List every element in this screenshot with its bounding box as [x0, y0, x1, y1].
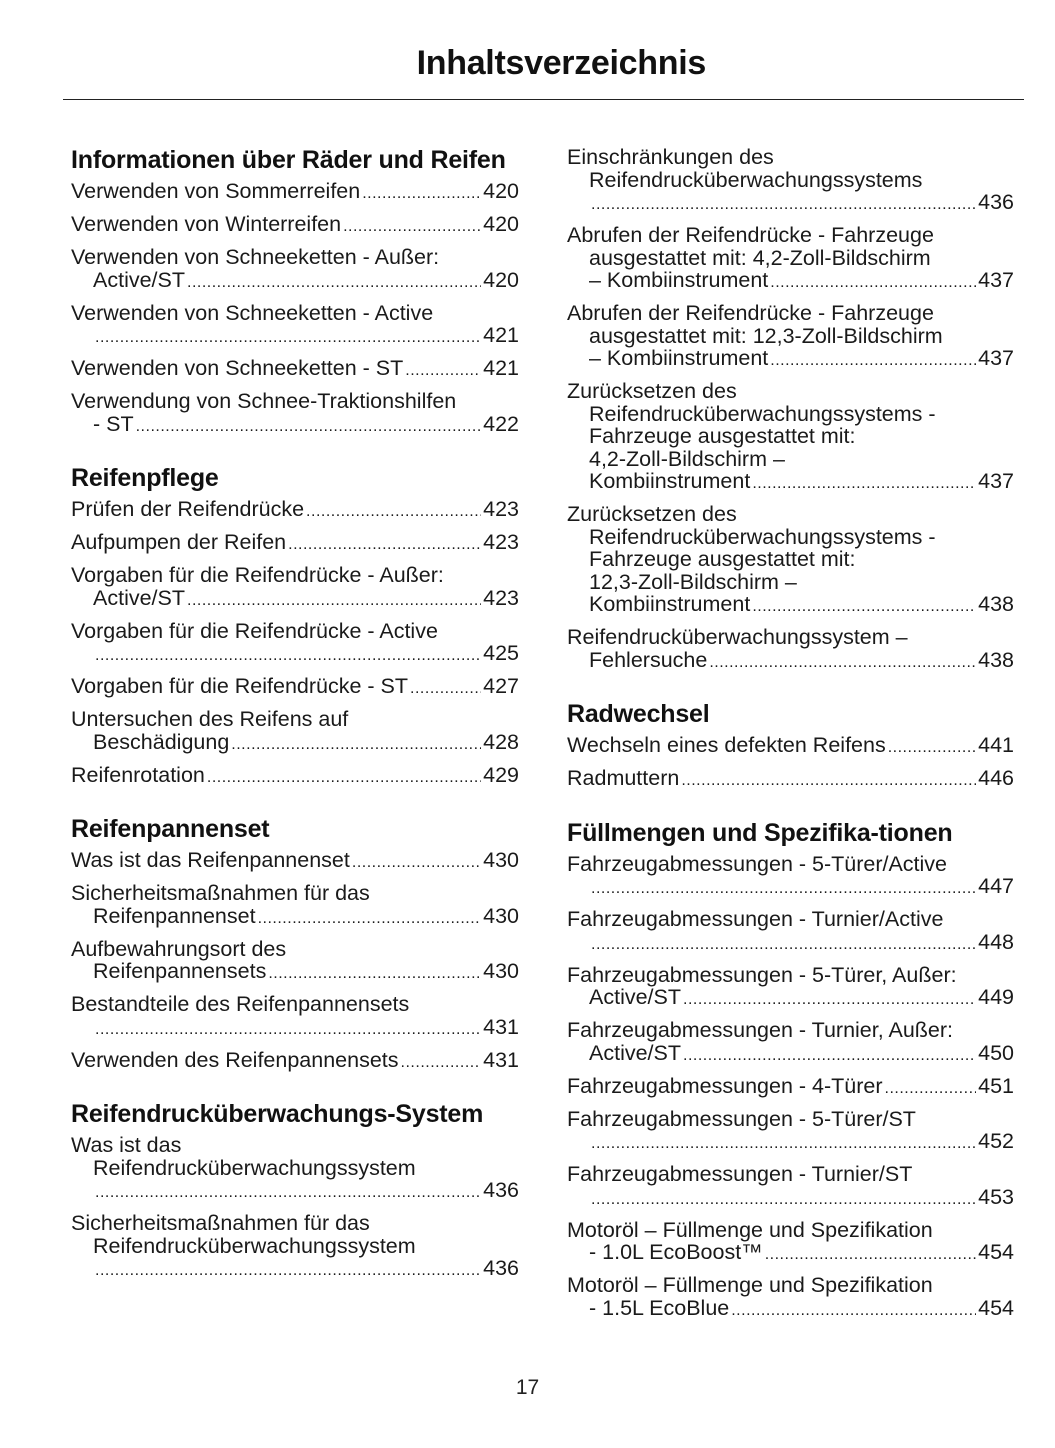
entry-page-number: 454	[978, 1240, 1014, 1264]
entry-text-line: Was ist das	[71, 1133, 182, 1157]
dot-leader	[362, 183, 481, 206]
dot-leader	[731, 1300, 976, 1323]
toc-entry[interactable]	[71, 302, 519, 350]
dot-leader	[401, 1052, 482, 1075]
entry-page-number: 430	[483, 959, 519, 983]
dot-leader	[306, 501, 481, 524]
toc-entry[interactable]	[567, 964, 1014, 1012]
toc-entry[interactable]	[71, 764, 519, 790]
entry-text-line: Beschädigung	[93, 729, 230, 754]
toc-section	[71, 464, 519, 789]
entry-page-number: 422	[483, 411, 519, 436]
toc-entry[interactable]	[71, 993, 519, 1041]
entry-text-line: Abrufen der Reifendrücke - Fahrzeuge	[567, 301, 934, 325]
entry-page-number: 430	[483, 848, 519, 872]
entry-text-line: Reifendrucküberwachungssystem –	[567, 625, 908, 649]
toc-entry[interactable]	[71, 675, 519, 701]
entry-text-line: Reifendrucküberwachungssystem	[93, 1233, 416, 1258]
toc-section	[71, 815, 519, 1074]
dot-leader	[765, 1244, 976, 1267]
entry-page-number: 449	[978, 985, 1014, 1009]
toc-entry[interactable]	[567, 1075, 1014, 1101]
toc-entry[interactable]	[71, 564, 519, 612]
entry-text-line: Fahrzeugabmessungen - 4-Türer	[567, 1073, 883, 1098]
dot-leader	[683, 989, 976, 1012]
entry-text-line: Reifendrucküberwachungssystems -	[589, 401, 936, 426]
dot-leader	[187, 590, 481, 613]
entry-text-line: Verwenden von Schneeketten - Außer:	[71, 245, 440, 269]
entry-text-line: Was ist das Reifenpannenset	[71, 848, 350, 872]
entry-page-number: 451	[978, 1073, 1014, 1098]
section-heading: Informationen über Räder und Reifen	[71, 146, 506, 174]
entry-text-line: Reifendrucküberwachungssystems	[589, 167, 923, 192]
toc-section	[567, 146, 1014, 674]
entry-text-line: Verwenden von Winterreifen	[71, 212, 342, 236]
entry-text-line: ausgestattet mit: 4,2-Zoll-Bildschirm	[589, 245, 931, 270]
entry-text-line: Vorgaben für die Reifendrücke - Außer:	[71, 563, 444, 587]
entry-text-line: Fahrzeugabmessungen - Turnier/ST	[567, 1162, 913, 1186]
toc-entry[interactable]	[71, 849, 519, 875]
dot-leader	[288, 534, 481, 557]
entry-text-line: Aufbewahrungsort des	[71, 936, 287, 961]
toc-entry[interactable]	[567, 1019, 1014, 1067]
entry-text-line: Fahrzeugabmessungen - Turnier, Außer:	[567, 1018, 954, 1042]
dot-leader	[95, 1260, 481, 1283]
entry-page-number: 431	[483, 1047, 519, 1072]
entry-text-line: Bestandteile des Reifenpannensets	[71, 992, 410, 1016]
entry-text-line: Fahrzeuge ausgestattet mit:	[589, 547, 856, 571]
toc-section	[567, 819, 1014, 1323]
entry-text-line: ausgestattet mit: 12,3-Zoll-Bildschirm	[589, 323, 943, 348]
entry-text-line: Fahrzeugabmessungen - Turnier/Active	[567, 907, 944, 931]
dot-leader	[591, 878, 976, 901]
entry-page-number: 431	[483, 1014, 519, 1039]
entry-text-line: Wechseln eines defekten Reifens	[567, 733, 886, 757]
title-divider	[63, 99, 1024, 100]
entry-text-line: – Kombiinstrument	[589, 268, 769, 292]
entry-page-number: 429	[483, 762, 519, 787]
toc-entry[interactable]	[71, 708, 519, 756]
dot-leader	[95, 1182, 481, 1205]
page-number: 17	[515, 1376, 540, 1399]
entry-page-number: 436	[483, 1256, 519, 1280]
toc-entry[interactable]	[71, 531, 519, 557]
entry-text-line: 12,3-Zoll-Bildschirm –	[589, 569, 797, 594]
section-heading: Reifenpflege	[71, 464, 219, 492]
entry-page-number: 436	[483, 1178, 519, 1202]
entry-text-line: Prüfen der Reifendrücke	[71, 497, 305, 521]
toc-entry[interactable]	[567, 1163, 1014, 1211]
entry-text-line: Fahrzeugabmessungen - 5-Türer, Außer:	[567, 962, 957, 987]
entry-page-number: 423	[483, 497, 519, 521]
dot-leader	[770, 350, 976, 373]
toc-entry[interactable]	[71, 357, 519, 383]
entry-text-line: Untersuchen des Reifens auf	[71, 707, 349, 731]
entry-page-number: 454	[978, 1295, 1014, 1320]
entry-text-line: Verwenden des Reifenpannensets	[71, 1047, 399, 1072]
entry-text-line: Reifenpannensets	[93, 959, 267, 983]
dot-leader	[770, 272, 976, 295]
entry-page-number: 423	[483, 585, 519, 610]
dot-leader	[683, 1045, 976, 1068]
entry-text-line: Verwendung von Schnee-Traktionshilfen	[71, 389, 457, 413]
entry-text-line: Fahrzeugabmessungen - 5-Türer/Active	[567, 851, 948, 876]
entry-text-line: Motoröl – Füllmenge und Spezifikation	[567, 1217, 933, 1242]
entry-text-line: Reifenpannenset	[93, 903, 256, 928]
entry-text-line: Zurücksetzen des	[567, 502, 737, 526]
toc-entry[interactable]	[567, 146, 1014, 217]
dot-leader	[343, 216, 481, 239]
entry-page-number: 420	[483, 267, 519, 292]
entry-text-line: Verwenden von Schneeketten - Active	[71, 300, 434, 325]
entry-page-number: 427	[483, 674, 519, 698]
entry-page-number: 441	[978, 733, 1014, 757]
dot-leader	[405, 360, 481, 383]
section-heading: Radwechsel	[567, 700, 710, 728]
toc-entry[interactable]	[567, 380, 1014, 496]
page-title: Inhaltsverzeichnis	[416, 44, 706, 82]
entry-page-number: 436	[978, 190, 1014, 214]
section-heading: Füllmengen und Spezifika-tionen	[567, 818, 953, 847]
entry-page-number: 447	[978, 874, 1014, 898]
dot-leader	[752, 473, 976, 496]
entry-text-line: Radmuttern	[567, 766, 680, 790]
dot-leader	[207, 767, 481, 790]
dot-leader	[95, 1019, 481, 1042]
toc-entry[interactable]	[567, 626, 1014, 674]
toc-entry[interactable]	[567, 1274, 1014, 1322]
toc-entry[interactable]	[71, 1134, 519, 1205]
dot-leader	[231, 734, 481, 757]
dot-leader	[885, 1078, 977, 1101]
toc-entry[interactable]	[567, 767, 1014, 793]
toc-entry[interactable]	[567, 908, 1014, 956]
entry-page-number: 437	[978, 346, 1014, 370]
toc-entry[interactable]	[71, 938, 519, 986]
dot-leader	[136, 416, 482, 439]
entry-text-line: Abrufen der Reifendrücke - Fahrzeuge	[567, 223, 934, 247]
toc-entry[interactable]	[567, 302, 1014, 373]
toc-left-column	[71, 146, 519, 1309]
entry-text-line: Active/ST	[93, 585, 185, 610]
entry-text-line: Sicherheitsmaßnahmen für das	[71, 1211, 370, 1235]
entry-text-line: Fahrzeugabmessungen - 5-Türer/ST	[567, 1106, 916, 1131]
entry-page-number: 452	[978, 1129, 1014, 1153]
entry-page-number: 421	[483, 323, 519, 347]
entry-page-number: 437	[978, 469, 1014, 493]
entry-text-line: - 1.5L EcoBlue	[589, 1295, 730, 1320]
entry-page-number: 453	[978, 1184, 1014, 1209]
toc-entry[interactable]	[71, 498, 519, 524]
entry-page-number: 438	[978, 592, 1014, 616]
entry-page-number: 420	[483, 179, 519, 203]
entry-text-line: Aufpumpen der Reifen	[71, 530, 287, 554]
entry-page-number: 423	[483, 530, 519, 554]
dot-leader	[591, 934, 976, 957]
toc-entry[interactable]	[71, 213, 519, 239]
entry-page-number: 420	[483, 212, 519, 236]
entry-text-line: Fehlersuche	[589, 647, 708, 672]
entry-text-line: Einschränkungen des	[567, 145, 774, 169]
entry-text-line: Reifendrucküberwachungssystems -	[589, 524, 936, 549]
dot-leader	[95, 327, 481, 350]
entry-page-number: 437	[978, 268, 1014, 292]
dot-leader	[591, 194, 976, 217]
entry-page-number: 421	[483, 356, 519, 380]
dot-leader	[95, 645, 481, 668]
entry-page-number: 425	[483, 641, 519, 665]
dot-leader	[888, 737, 976, 760]
toc-entry[interactable]	[567, 734, 1014, 760]
entry-text-line: Vorgaben für die Reifendrücke - ST	[71, 674, 409, 698]
entry-text-line: Verwenden von Sommerreifen	[71, 179, 361, 203]
entry-text-line: Reifendrucküberwachungssystem	[93, 1155, 416, 1180]
entry-page-number: 448	[978, 929, 1014, 954]
dot-leader	[709, 652, 976, 675]
entry-text-line: Verwenden von Schneeketten - ST	[71, 356, 404, 380]
entry-text-line: Kombiinstrument	[589, 469, 751, 493]
entry-page-number: 428	[483, 729, 519, 754]
toc-right-column	[567, 146, 1014, 1348]
entry-text-line: – Kombiinstrument	[589, 346, 769, 370]
entry-page-number: 438	[978, 647, 1014, 672]
dot-leader	[591, 1189, 976, 1212]
dot-leader	[268, 963, 481, 986]
entry-text-line: Zurücksetzen des	[567, 379, 737, 403]
entry-text-line: Kombiinstrument	[589, 592, 751, 616]
toc-section	[567, 700, 1014, 793]
toc-entry[interactable]	[71, 246, 519, 294]
toc-entry[interactable]	[567, 1219, 1014, 1267]
entry-page-number: 430	[483, 903, 519, 928]
dot-leader	[681, 770, 976, 793]
toc-entry[interactable]	[567, 503, 1014, 619]
dot-leader	[410, 678, 481, 701]
entry-text-line: Fahrzeuge ausgestattet mit:	[589, 424, 856, 448]
toc-section	[71, 1100, 519, 1283]
toc-entry[interactable]	[71, 390, 519, 438]
dot-leader	[352, 852, 481, 875]
toc-entry[interactable]	[71, 882, 519, 930]
entry-text-line: Sicherheitsmaßnahmen für das	[71, 881, 370, 905]
toc-entry[interactable]	[567, 224, 1014, 295]
entry-text-line: Active/ST	[589, 1040, 681, 1065]
dot-leader	[591, 1133, 976, 1156]
entry-text-line: Reifenrotation	[71, 762, 205, 787]
entry-text-line: 4,2-Zoll-Bildschirm –	[589, 446, 785, 471]
toc-section	[71, 146, 519, 438]
entry-text-line: Active/ST	[589, 985, 681, 1009]
toc-entry[interactable]	[71, 180, 519, 206]
entry-page-number: 446	[978, 766, 1014, 790]
entry-text-line: - ST	[93, 411, 134, 436]
entry-text-line: Active/ST	[93, 267, 185, 292]
entry-text-line: Vorgaben für die Reifendrücke - Active	[71, 618, 438, 643]
toc-entry[interactable]	[71, 1049, 519, 1075]
toc-entry[interactable]	[71, 620, 519, 668]
toc-entry[interactable]	[71, 1212, 519, 1283]
dot-leader	[187, 272, 481, 295]
toc-entry[interactable]	[567, 1108, 1014, 1156]
entry-page-number: 450	[978, 1040, 1014, 1065]
entry-text-line: - 1.0L EcoBoost™	[589, 1240, 763, 1264]
entry-text-line: Motoröl – Füllmenge und Spezifikation	[567, 1273, 933, 1297]
section-heading: Reifenpannenset	[71, 815, 270, 843]
dot-leader	[258, 908, 482, 931]
dot-leader	[752, 596, 976, 619]
toc-entry[interactable]	[567, 853, 1014, 901]
section-heading: Reifendrucküberwachungs-System	[71, 1100, 484, 1128]
